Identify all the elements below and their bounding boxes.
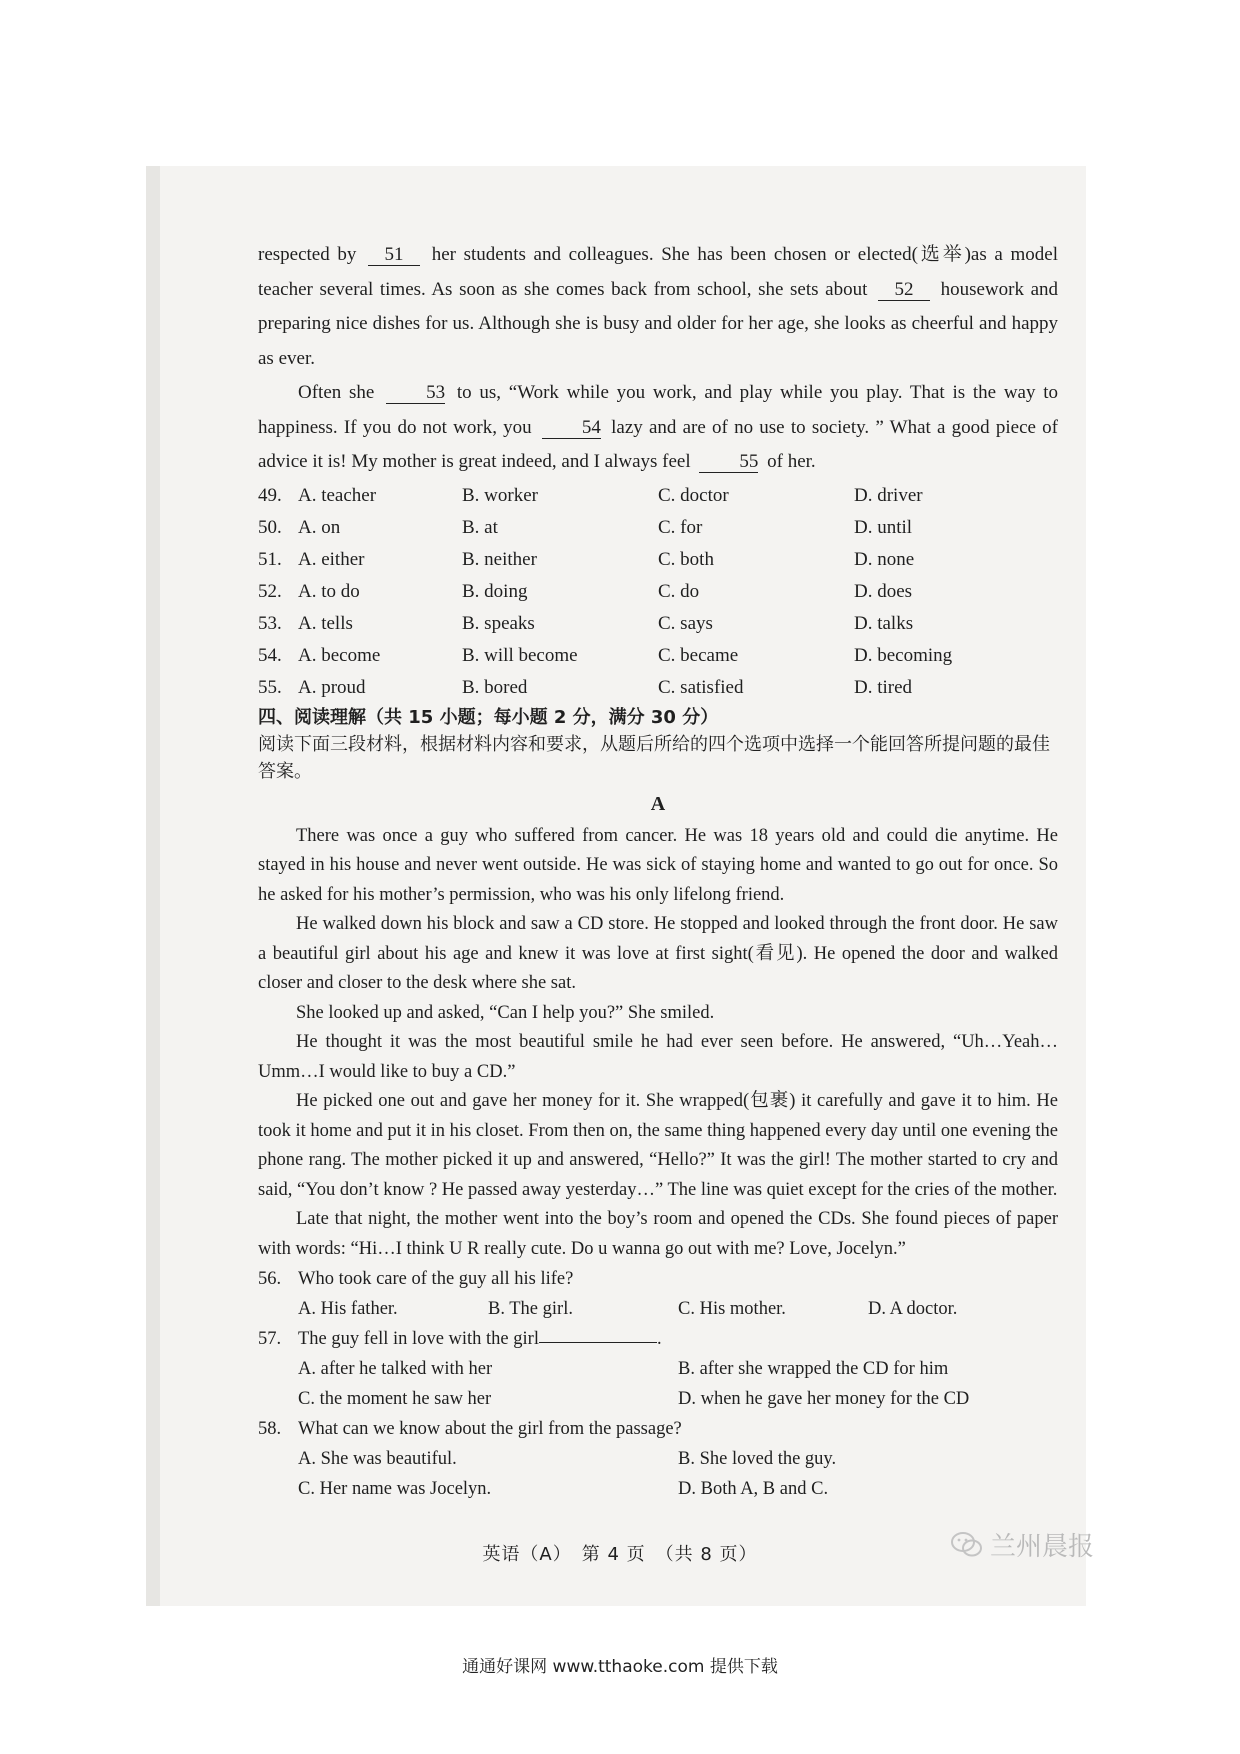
option-c: C. for xyxy=(658,516,703,538)
option-b: B. doing xyxy=(462,580,528,602)
question-number: 56. xyxy=(258,1269,282,1289)
option-c: C. became xyxy=(658,644,739,666)
passage-paragraph: He picked one out and gave her money for it. She wrapped(包裹) it carefully and gave it to him. He took it home and put it in his closet. From then on, the same thing happened every day until one evening the phone rang. The mother picked it up and answered, “Hello?” It was the girl! The mother started to cry and said, “You don’t know ? He passed away yesterday…” The line was quiet except for the cries of the mother. xyxy=(258,1091,1058,1200)
section-title: 四、阅读理解（共 15 小题；每小题 2 分，满分 30 分） xyxy=(258,706,719,728)
option-a: A. teacher xyxy=(298,484,377,506)
option-row xyxy=(258,608,1058,640)
cloze-text: Often she xyxy=(298,382,375,403)
question-number: 58. xyxy=(258,1419,282,1439)
option-d: D. talks xyxy=(854,612,914,634)
page-footer: 英语（A） 第 4 页 （共 8 页） xyxy=(482,1544,758,1565)
option-b: B. worker xyxy=(462,484,538,506)
passage-paragraph: There was once a guy who suffered from cancer. He was 18 years old and could die anytime. He stayed in his house and never went outside. He was sick of staying home and wanted to go out for once. So he asked for his mother’s permission, who was his only lifelong friend. xyxy=(258,825,1058,905)
question-56-options xyxy=(258,1294,1058,1324)
question-number: 50. xyxy=(258,516,282,538)
option-row xyxy=(258,576,1058,608)
option-b: B. speaks xyxy=(462,612,535,634)
scan-edge-shadow xyxy=(146,166,160,1606)
option-b: B. at xyxy=(462,516,498,538)
cloze-options xyxy=(258,480,1058,704)
option-d: D. becoming xyxy=(854,644,953,666)
option-c: C. doctor xyxy=(658,484,729,506)
option-b: B. She loved the guy. xyxy=(678,1449,837,1469)
cloze-text: lazy and are of no use to society. ” What a good piece of advice it is! My mother is great indeed, and I always feel xyxy=(258,416,1058,472)
option-b: B. after she wrapped the CD for him xyxy=(678,1359,949,1379)
blank-51: 51 xyxy=(368,245,420,266)
page-content xyxy=(258,238,1058,1504)
option-b: B. will become xyxy=(462,644,578,666)
cloze-text: of her. xyxy=(767,451,816,472)
option-d: D. until xyxy=(854,516,913,538)
cloze-text: respected by xyxy=(258,244,357,265)
option-d: D. when he gave her money for the CD xyxy=(678,1389,970,1409)
question-number: 53. xyxy=(258,612,282,634)
question-58-options xyxy=(258,1444,1058,1474)
passage-label: A xyxy=(650,792,666,815)
question-57-options xyxy=(258,1354,1058,1384)
option-d: D. Both A, B and C. xyxy=(678,1479,829,1499)
option-row xyxy=(258,544,1058,576)
question-stem: What can we know about the girl from the passage? xyxy=(298,1419,682,1439)
question-stem: Who took care of the guy all his life? xyxy=(298,1269,574,1289)
option-c: C. do xyxy=(658,580,700,602)
option-c: C. Her name was Jocelyn. xyxy=(298,1479,492,1499)
option-row xyxy=(258,512,1058,544)
option-a: A. after he talked with her xyxy=(298,1359,493,1379)
blank-54: 54 xyxy=(542,418,601,439)
cloze-text: her students and colleagues. She has been chosen or elected(选举)as a model teacher several times. As soon as she comes back from school, she sets about xyxy=(258,244,1058,300)
option-d: D. does xyxy=(854,580,913,602)
answer-blank xyxy=(539,1324,657,1343)
option-a: A. proud xyxy=(298,676,366,698)
option-d: D. tired xyxy=(854,676,913,698)
passage-paragraph: He thought it was the most beautiful smile he had ever seen before. He answered, “Uh…Yeah…Umm…I would like to buy a CD.” xyxy=(258,1032,1058,1082)
option-a: A. His father. xyxy=(298,1299,398,1319)
option-b: B. The girl. xyxy=(488,1299,573,1319)
question-number: 49. xyxy=(258,484,282,506)
option-c: C. says xyxy=(658,612,713,634)
watermark xyxy=(950,1526,1094,1563)
section-instruction: 阅读下面三段材料，根据材料内容和要求，从题后所给的四个选项中选择一个能回答所提问题的最佳答案。 xyxy=(258,733,1050,782)
option-c: C. both xyxy=(658,548,714,570)
option-b: B. neither xyxy=(462,548,537,570)
option-row xyxy=(258,480,1058,512)
wechat-logo-icon xyxy=(950,1531,984,1559)
passage-paragraph: She looked up and asked, “Can I help you?” She smiled. xyxy=(296,1002,715,1023)
stem-end: . xyxy=(656,1329,662,1349)
question-58-options xyxy=(258,1474,1058,1504)
option-a: A. to do xyxy=(298,580,360,602)
blank-55: 55 xyxy=(699,452,758,473)
option-d: D. driver xyxy=(854,484,923,506)
option-a: A. on xyxy=(298,516,341,538)
option-c: C. satisfied xyxy=(658,676,744,698)
option-d: D. A doctor. xyxy=(868,1299,958,1319)
watermark-text: 兰州晨报 xyxy=(990,1532,1095,1562)
question-57 xyxy=(258,1324,1058,1354)
option-d: D. none xyxy=(854,548,915,570)
option-row xyxy=(258,640,1058,672)
cloze-paragraph-2 xyxy=(258,376,1058,480)
question-number: 51. xyxy=(258,548,282,570)
option-b: B. bored xyxy=(462,676,528,698)
option-a: A. tells xyxy=(298,612,353,634)
option-a: A. become xyxy=(298,644,381,666)
question-number: 55. xyxy=(258,676,282,698)
question-56 xyxy=(258,1264,1058,1294)
blank-53: 53 xyxy=(386,383,445,404)
question-58 xyxy=(258,1414,1058,1444)
cloze-text: to us, “Work while you work, and play while you play. That is the way to happiness. If you do not work, you xyxy=(258,382,1059,438)
question-stem: The guy fell in love with the girl xyxy=(298,1329,539,1349)
passage-paragraph: Late that night, the mother went into the boy’s room and opened the CDs. She found pieces of paper with words: “Hi…I think U R really cute. Do u wanna go out with me? Love, Jocelyn.” xyxy=(258,1209,1058,1259)
option-a: A. either xyxy=(298,548,365,570)
question-number: 57. xyxy=(258,1329,282,1349)
question-57-options xyxy=(258,1384,1058,1414)
download-credit: 通通好课网 www.tthaoke.com 提供下载 xyxy=(462,1657,778,1677)
option-row xyxy=(258,672,1058,704)
passage-paragraph: He walked down his block and saw a CD store. He stopped and looked through the front door. He saw a beautiful girl about his age and knew it was love at first sight(看见). He opened the door and walked closer and closer to the desk where she sat. xyxy=(258,914,1058,993)
option-c: C. His mother. xyxy=(678,1299,786,1319)
question-number: 52. xyxy=(258,580,282,602)
question-number: 54. xyxy=(258,644,282,666)
option-c: C. the moment he saw her xyxy=(298,1389,492,1409)
option-a: A. She was beautiful. xyxy=(298,1449,457,1469)
cloze-text: housework and preparing nice dishes for us. Although she is busy and older for her age, she looks as cheerful and happy as ever. xyxy=(258,278,1059,369)
cloze-paragraph-1 xyxy=(258,238,1058,376)
blank-52: 52 xyxy=(878,280,930,301)
